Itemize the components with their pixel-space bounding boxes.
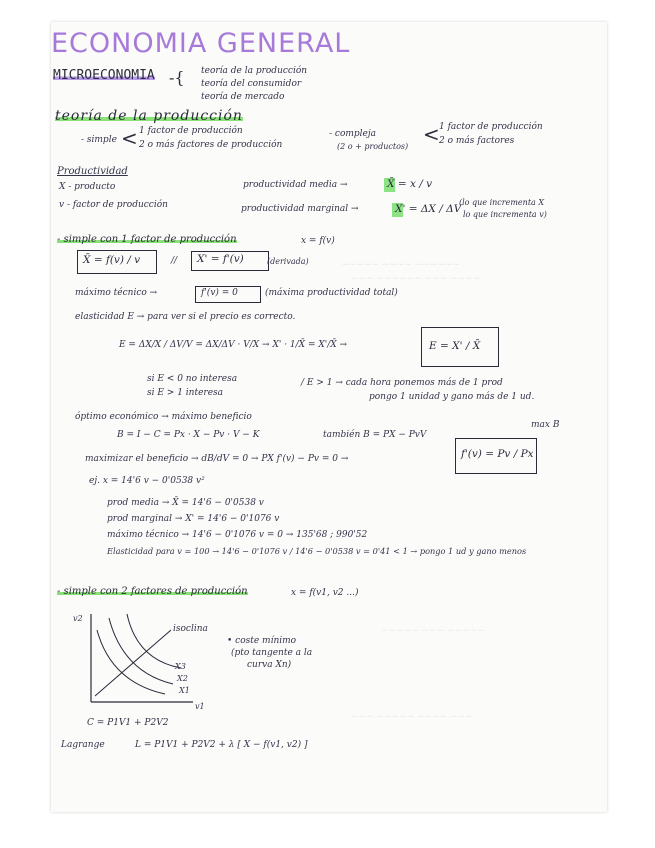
produccion-heading: teoría de la producción	[55, 108, 243, 124]
example-line-3: máximo técnico → 14'6 − 0'1076 v = 0 → 135'68 ; 990'52	[107, 530, 368, 540]
elasticidad-formula: E = ΔX/X / ΔV/V = ΔX/ΔV · V/X → X' · 1/X̄ = X'/X̄ →	[119, 340, 348, 350]
notebook-page	[51, 22, 607, 812]
coste-minimo-note: • coste mínimo	[227, 636, 297, 646]
marginal-label: productividad marginal →	[241, 204, 359, 214]
separator: //	[171, 256, 178, 266]
curve-label-x1: X1	[179, 686, 190, 695]
optimo-result: f'(v) = Pv / Px	[461, 448, 534, 460]
page-title: ECONOMIA GENERAL	[51, 28, 351, 59]
avg-product-formula: X̄ = f(v) / v	[83, 254, 141, 266]
media-equation: X̄ = x / v	[387, 178, 433, 190]
productividad-heading: Productividad	[57, 166, 128, 177]
curve-label-x3: X3	[175, 662, 186, 671]
max-b-label: max B	[531, 420, 560, 430]
example-line-1: prod media → X̄ = 14'6 − 0'0538 v	[107, 498, 264, 508]
marginal-note-1: (lo que incrementa X	[459, 198, 545, 207]
simple-label: - simple	[81, 135, 117, 145]
marginal-note-2: lo que incrementa v)	[463, 210, 547, 219]
coste-minimo-note-2: (pto tangente a la	[231, 648, 313, 658]
condition-3: / E > 1 → cada hora ponemos más de 1 prod	[301, 378, 503, 388]
isoclina-label: isoclina	[173, 624, 208, 634]
max-tecnico-label: máximo técnico →	[75, 288, 158, 298]
example-line-4: Elasticidad para v = 100 → 14'6 − 0'1076 v / 14'6 − 0'0538 v = 0'41 < 1 → pongo 1 ud y gano menos	[107, 546, 527, 556]
max-tecnico-formula: f'(v) = 0	[201, 288, 238, 298]
example-line-2: prod marginal → X' = 14'6 − 0'1076 v	[107, 514, 280, 524]
ghost-text-2: ~~~ ~~~~~~ ~~~ ~~~~	[351, 274, 481, 284]
ghost-text-3: ~~~~~ ~~~ ~~~~~	[381, 626, 485, 636]
example-function: ej. x = 14'6 v − 0'0538 v²	[89, 476, 205, 486]
axis-y-label: v2	[73, 614, 83, 623]
lagrange-label: Lagrange	[61, 740, 105, 750]
max-tecnico-note: (máxima productividad total)	[265, 288, 398, 298]
simple1-heading: - simple con 1 factor de producción	[57, 234, 237, 245]
cost-function: C = P1V1 + P2V2	[87, 718, 169, 728]
brace-left-icon: <	[121, 126, 138, 150]
simple-item-1: 1 factor de producción	[139, 126, 243, 136]
brace-icon: -{	[169, 68, 185, 87]
marginal-product-formula: X' = f'(v)	[197, 253, 244, 265]
coste-minimo-note-3: curva Xn)	[247, 660, 292, 670]
micro-item-3: teoría de mercado	[201, 92, 285, 102]
compleja-sub: (2 o + productos)	[337, 142, 409, 151]
micro-item-1: teoría de la producción	[201, 66, 308, 76]
brace-left-icon-2: <	[423, 122, 440, 146]
curve-label-x2: X2	[177, 674, 188, 683]
simple-item-2: 2 o más factores de producción	[139, 140, 283, 150]
v-definition: v - factor de producción	[59, 200, 168, 210]
compleja-item-2: 2 o más factores	[439, 136, 515, 146]
elasticidad-result: E = X' / X̄	[429, 340, 481, 352]
optimo-label: óptimo económico → máximo beneficio	[75, 412, 252, 422]
axis-x-label: v1	[195, 702, 205, 711]
simple2-heading: - simple con 2 factores de producción	[57, 586, 248, 597]
condition-2: si E > 1 interesa	[147, 388, 224, 398]
marginal-equation: X' = ΔX / ΔV	[395, 203, 462, 215]
compleja-item-1: 1 factor de producción	[439, 122, 543, 132]
compleja-label: - compleja	[329, 129, 377, 139]
condition-4: pongo 1 unidad y gano más de 1 ud.	[369, 392, 535, 402]
derivada-note: (derivada)	[267, 257, 309, 266]
simple2-function: x = f(v1, v2 ...)	[291, 588, 359, 598]
x-definition: X - producto	[59, 182, 116, 192]
condition-1: si E < 0 no interesa	[147, 374, 238, 384]
beneficio-formula: B = I − C = Px · X − Pv · V − K	[117, 430, 260, 440]
maximizar-formula: maximizar el beneficio → dB/dV = 0 → PX f'(v) − Pv = 0 →	[85, 454, 349, 464]
micro-item-2: teoría del consumidor	[201, 79, 302, 89]
ghost-text-4: ~~~ ~~~~~ ~~~~ ~~~	[351, 712, 473, 722]
ghost-text: ~~~~~ ~~~~ ~~~~~~	[341, 260, 460, 270]
elasticidad-label: elasticidad E → para ver si el precio es correcto.	[75, 312, 296, 322]
media-label: productividad media →	[243, 180, 348, 190]
beneficio-alt: también B = PX − PvV	[323, 430, 427, 440]
micro-heading: MICROECONOMIA	[53, 68, 155, 83]
simple1-function: x = f(v)	[301, 236, 335, 246]
lagrange-formula: L = P1V1 + P2V2 + λ [ X − f(v1, v2) ]	[135, 740, 308, 750]
